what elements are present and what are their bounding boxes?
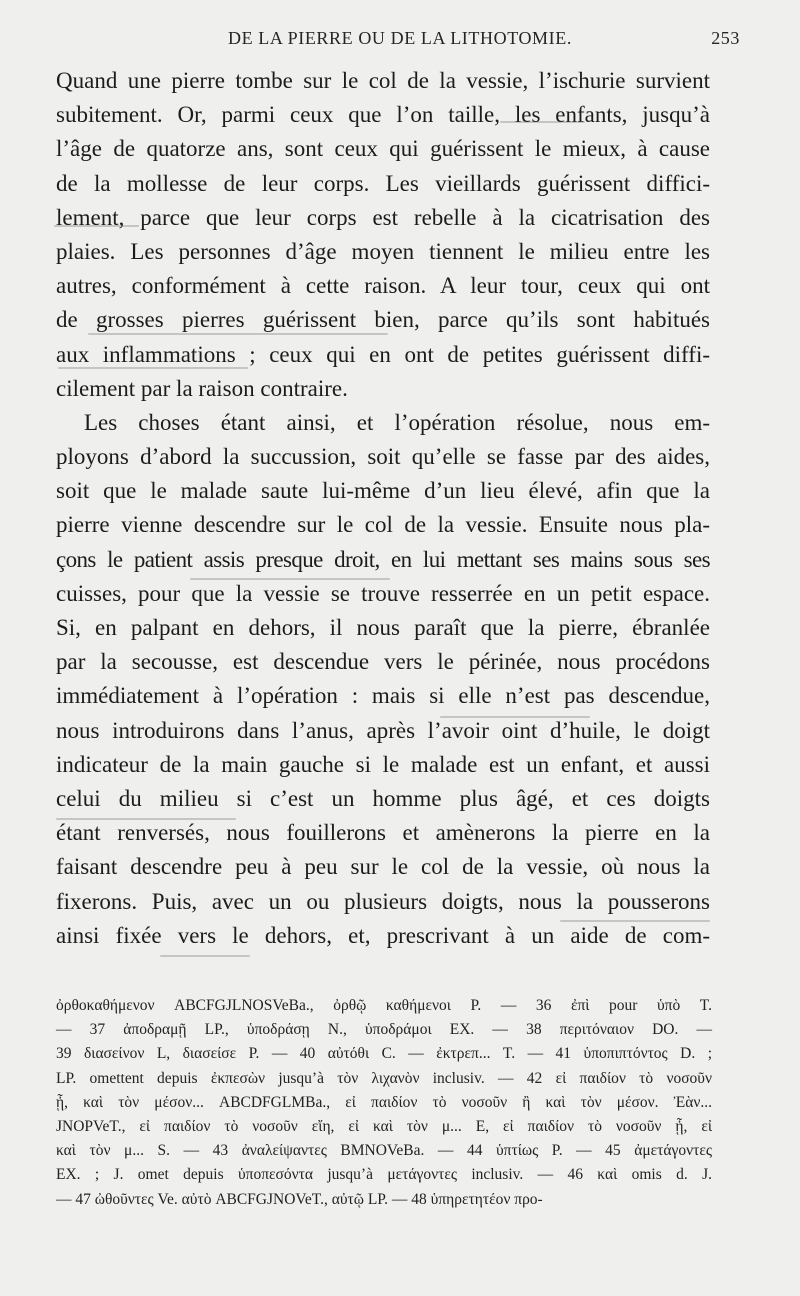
text-line: ployons d’abord la succussion, soit qu’elle se fasse par des aides, [56,444,710,470]
text-line: par la secousse, est descendue vers le périnée, nous procédons [56,649,710,675]
running-head [60,28,740,52]
footnote-line: ᾖ, καὶ τὸν μέσον... ABCDFGLMBa., εἰ παιδίον τὸ νοσοῦν ἢ καὶ τὸν μέσον. Ἐὰν... [56,1093,712,1111]
footnote-line: ὀρθοκαθήμενον ABCFGJLNOSVeBa., ὀρθῷ καθήμενοι P. — 36 ἐπὶ pour ὑπὸ T. [56,997,712,1014]
text-line: nous introduirons dans l’anus, après l’avoir oint d’huile, le doigt [56,717,710,743]
pencil-underline [88,333,388,335]
pencil-underline [160,955,250,957]
text-line: soit que le malade saute lui-même d’un lieu élevé, afin que la [56,478,710,504]
text-line: Si, en palpant en dehors, il nous paraît que la pierre, ébranlée [56,615,710,640]
text-line: indicateur de la main gauche si le malade est un enfant, et aussi [56,751,710,777]
text-line: celui du milieu si c’est un homme plus âgé, et ces doigts [56,785,710,811]
text-line: ainsi fixée vers le dehors, et, prescrivant à un aide de com- [56,922,710,948]
footnote-line: LP. omettent depuis ἐκπεσὼν jusqu’à τὸν λιχανὸν inclusiv. — 42 εἰ παιδίον τὸ νοσοῦν [56,1069,712,1087]
text-line: faisant descendre peu à peu sur le col de la vessie, où nous la [56,854,710,880]
footnote-line: καὶ τὸν μ... S. — 43 ἀναλείψαντες BMNOVeBa. — 44 ὑπτίως P. — 45 ἀμετάγοντες [56,1142,712,1160]
text-line: immédiatement à l’opération : mais si elle n’est pas descendue, [56,683,710,709]
text-line: lement, parce que leur corps est rebelle à la cicatrisation des [56,204,710,230]
text-line: de grosses pierres guérissent bien, parce qu’ils sont habitués [56,307,710,333]
pencil-underline [56,818,236,820]
pencil-underline [190,578,390,580]
text-line: pierre vienne descendre sur le col de la vessie. Ensuite nous pla- [56,512,710,538]
text-line: Quand une pierre tombe sur le col de la vessie, l’ischurie survient [56,68,710,93]
text-line: de la mollesse de leur corps. Les vieillards guérissent diffici- [56,170,710,196]
text-line: çons le patient assis presque droit, en lui mettant ses mains sous ses [56,546,710,572]
pencil-underline [500,121,585,123]
page-number: 253 [711,28,740,48]
text-line: fixerons. Puis, avec un ou plusieurs doigts, nous la pousserons [56,888,710,914]
text-line: autres, conformément à cette raison. A leur tour, ceux qui ont [56,273,710,299]
footnote-line: JNOPVeT., εἰ παιδίον τὸ νοσοῦν εἴη, εἰ καὶ τὸν μ... E, εἰ παιδίον τὸ νοσοῦν ᾖ, εἰ [56,1117,712,1135]
text-line: cuisses, pour que la vessie se trouve resserrée en un petit espace. [56,580,710,606]
footnotes [56,994,712,1212]
footnote-line: — 47 ὠθοῦντες Ve. αὐτὸ ABCFGJNOVeT., αὐτῷ LP. — 48 ὑπηρετητέον προ- [56,1190,543,1208]
text-line: l’âge de quatorze ans, sont ceux qui guérissent le mieux, à cause [56,136,710,162]
paragraph-end-line: cilement par la raison contraire. [56,375,348,401]
footnote-line: EX. ; J. omet depuis ὑποπεσόντα jusqu’à μετάγοντες inclusiv. — 46 καὶ omis d. J. [56,1166,712,1184]
pencil-underline [54,225,139,227]
paragraph-first-line: Les choses étant ainsi, et l’opération résolue, nous em- [84,409,710,435]
text-line: étant renversés, nous fouillerons et amènerons la pierre en la [56,820,710,846]
footnote-line: 39 διασείνον L, διασείσε P. — 40 αὐτόθι C. — ἐκτρεπ... T. — 41 ὑποπιπτόντος D. ; [56,1045,712,1063]
pencil-underline [440,716,590,718]
pencil-underline [560,920,710,922]
running-title: DE LA PIERRE OU DE LA LITHOTOMIE. [228,28,572,48]
pencil-underline [58,367,248,369]
text-line: plaies. Les personnes d’âge moyen tiennent le milieu entre les [56,238,710,264]
text-line: subitement. Or, parmi ceux que l’on taille, les enfants, jusqu’à [56,102,710,128]
text-line: aux inflammations ; ceux qui en ont de petites guérissent diffi- [56,341,710,367]
footnote-line: — 37 ἀποδραμῇ LP., ὑποδράσῃ N., ὑποδράμοι EX. — 38 περιτόναιον DO. — [56,1021,712,1039]
